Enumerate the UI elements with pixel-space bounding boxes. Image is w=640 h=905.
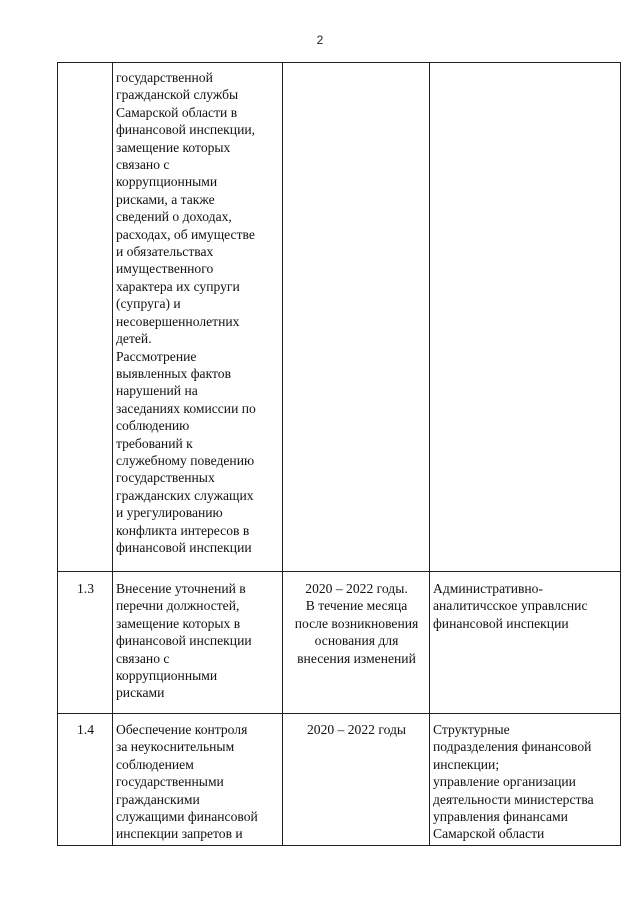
- table-row: [58, 63, 621, 572]
- row-number-cell: [58, 572, 113, 714]
- action-text: Обеспечение контроля за неукоснительным соблюдением государственными гражданскими служащими финансовой инспекции запретов и: [116, 722, 258, 842]
- row-number-cell: [58, 714, 113, 846]
- responsible-cell: [430, 63, 621, 572]
- responsible-cell: [430, 572, 621, 714]
- action-text: государственной гражданской службы Самарской области в финансовой инспекции, замещение которых связано с коррупционными рисками, а также сведений о доходах, расходах, об имуществе и обязательствах имущественного характера их супруги (супруга) и несовершеннолетних детей. Рассмотрение выявленных фактов нарушений на заседаниях комиссии по соблюдению требований к служебному поведению государственных гражданских служащих и урегулированию конфликта интересов в финансовой инспекции: [116, 70, 256, 555]
- table-row: [58, 714, 621, 846]
- responsible-text: Административно- аналитичсское управлснис финансовой инспекции: [433, 581, 588, 631]
- responsible-cell: [430, 714, 621, 846]
- row-number: 1.4: [77, 722, 94, 737]
- row-number-cell: [58, 63, 113, 572]
- page-number: 2: [316, 33, 324, 47]
- action-cell: [113, 63, 283, 572]
- term-cell: [283, 63, 430, 572]
- action-text: Внесение уточнений в перечни должностей, замещение которых в финансовой инспекции связано с коррупционными рисками: [116, 581, 252, 701]
- table-row: [58, 572, 621, 714]
- measures-table: [57, 62, 621, 846]
- term-cell: [283, 572, 430, 714]
- term-text: 2020 – 2022 годы: [306, 722, 407, 737]
- term-text: 2020 – 2022 годы. В течение месяца после возникновения основания для внесения изменений: [294, 581, 419, 666]
- row-number: 1.3: [77, 581, 94, 596]
- responsible-text: Структурные подразделения финансовой инспекции; управление организации деятельности министерства управления финансами Самарской области: [433, 722, 594, 842]
- term-cell: [283, 714, 430, 846]
- action-cell: [113, 572, 283, 714]
- action-cell: [113, 714, 283, 846]
